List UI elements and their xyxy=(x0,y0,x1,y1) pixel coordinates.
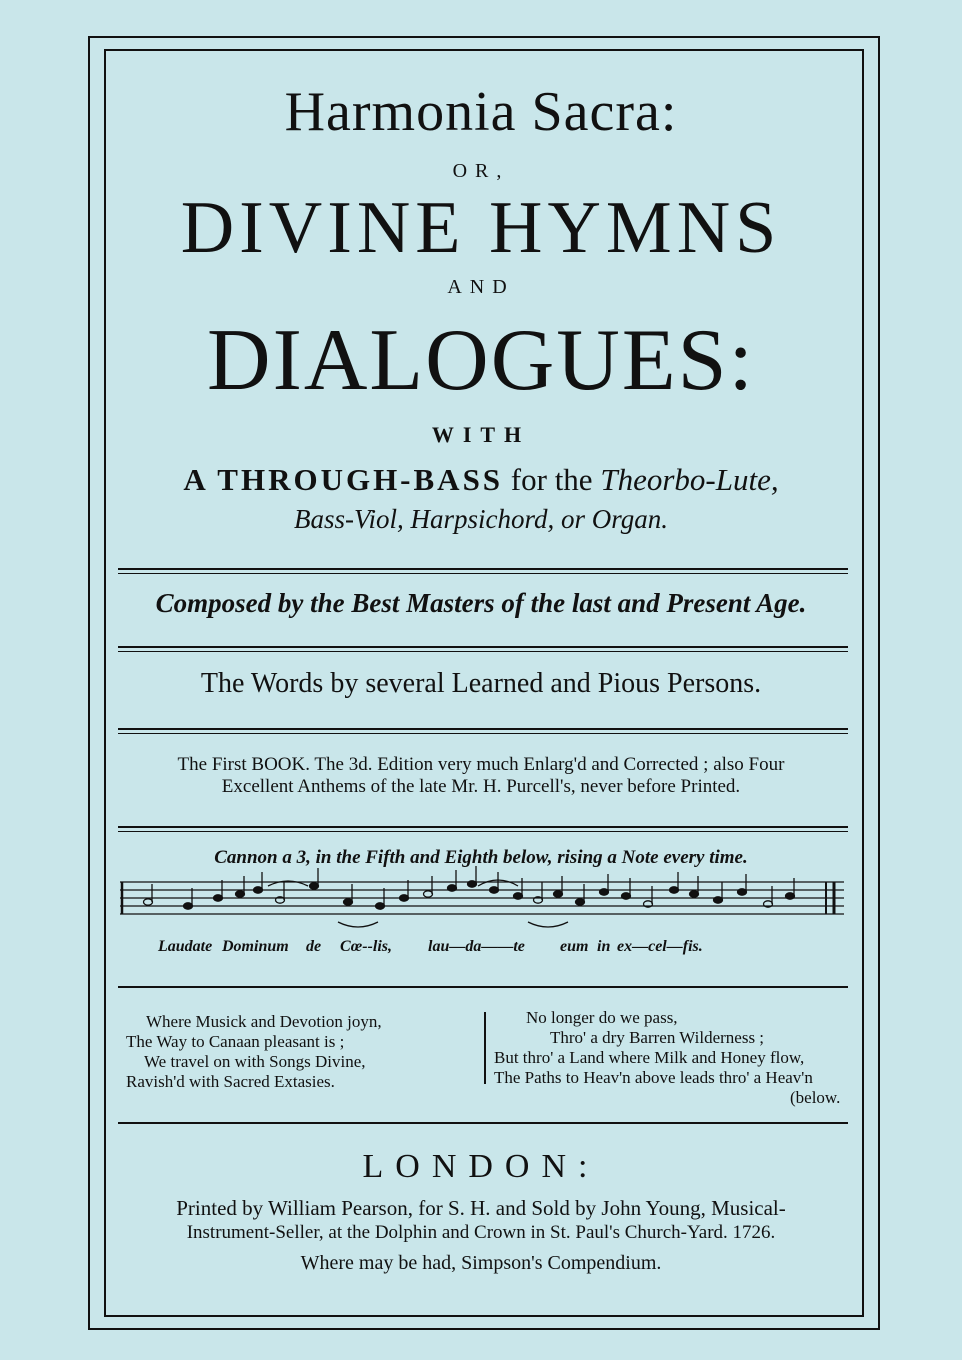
note-head xyxy=(448,885,457,891)
lyric-word: Cœ--lis, xyxy=(340,938,392,955)
note-head xyxy=(576,899,585,905)
note-head xyxy=(376,903,385,909)
note-head xyxy=(144,899,153,905)
note-head xyxy=(214,895,223,901)
edition-line-2: Excellent Anthems of the late Mr. H. Purcell's, never before Printed. xyxy=(221,776,741,797)
note-head xyxy=(490,887,499,893)
note-head xyxy=(554,891,563,897)
instruments-line: Bass-Viol, Harpsichord, or Organ. xyxy=(293,504,668,534)
composed-line: Composed by the Best Masters of the last and Present Age. xyxy=(155,588,807,618)
note-head xyxy=(690,891,699,897)
music-staff xyxy=(118,866,846,936)
divider xyxy=(118,568,848,570)
lyric-word: Dominum xyxy=(222,938,289,955)
note-head xyxy=(184,903,193,909)
note-head xyxy=(714,897,723,903)
title-dialogues: DIALOGUES: xyxy=(207,312,755,409)
title-and: AND xyxy=(447,276,515,298)
title-divine-hymns: DIVINE HYMNS xyxy=(180,187,782,269)
verse-line: Ravish'd with Sacred Extasies. xyxy=(126,1072,335,1091)
lyric-word: lau—da——te xyxy=(428,938,525,955)
lyric-word: ex—cel—fis. xyxy=(617,938,703,955)
verse-separator xyxy=(484,1012,486,1084)
theorbo-lute-text: Theorbo-Lute, xyxy=(600,462,779,497)
verse-line: Thro' a dry Barren Wilderness ; xyxy=(550,1028,765,1047)
title-or: OR, xyxy=(452,160,510,182)
verse-line: The Way to Canaan pleasant is ; xyxy=(126,1032,345,1051)
verse-right xyxy=(494,1008,841,1108)
lyric-word: Laudate xyxy=(158,938,213,955)
divider xyxy=(118,986,848,988)
title-with: WITH xyxy=(431,422,531,447)
note-head xyxy=(310,883,319,889)
edition-line-1: The First BOOK. The 3d. Edition very much Enlarg'd and Corrected ; also Four xyxy=(177,754,785,775)
divider xyxy=(118,1122,848,1124)
note-head xyxy=(600,889,609,895)
lyric-word: eum xyxy=(560,938,589,955)
note-head xyxy=(254,887,263,893)
imprint-line-2: Instrument-Seller, at the Dolphin and Crown in St. Paul's Church-Yard. 1726. xyxy=(186,1222,776,1243)
for-the-text: for the xyxy=(510,462,593,497)
imprint-line-3: Where may be had, Simpson's Compendium. xyxy=(300,1252,662,1274)
note-head xyxy=(236,891,245,897)
lyric-word: in xyxy=(597,938,611,955)
imprint-line-1: Printed by William Pearson, for S. H. and Sold by John Young, Musical- xyxy=(176,1196,786,1220)
verse-line: (below. xyxy=(790,1088,841,1107)
verse-line: Where Musick and Devotion joyn, xyxy=(146,1012,382,1031)
verse-line: But thro' a Land where Milk and Honey flow, xyxy=(494,1048,805,1067)
note-head xyxy=(344,899,353,905)
note-head xyxy=(468,881,477,887)
note-head xyxy=(786,893,795,899)
note-head xyxy=(670,887,679,893)
verse-line: The Paths to Heav'n above leads thro' a Heav'n xyxy=(494,1068,813,1087)
subtitle-through-bass xyxy=(0,462,962,498)
note-head xyxy=(622,893,631,899)
note-head xyxy=(424,891,433,897)
note-head xyxy=(400,895,409,901)
divider xyxy=(118,826,848,828)
verse-left xyxy=(126,1012,382,1092)
note-head xyxy=(514,893,523,899)
verse-line: We travel on with Songs Divine, xyxy=(144,1052,366,1071)
divider xyxy=(118,646,848,648)
canon-caption: Cannon a 3, in the Fifth and Eighth below, rising a Note every time. xyxy=(214,847,748,868)
verse-line: No longer do we pass, xyxy=(526,1008,678,1027)
imprint-city: LONDON: xyxy=(362,1148,600,1185)
note-head xyxy=(738,889,747,895)
lyric-word: de xyxy=(306,938,322,955)
through-bass-text: A THROUGH-BASS xyxy=(183,462,504,497)
title-harmonia-sacra: Harmonia Sacra: xyxy=(284,81,678,143)
divider xyxy=(118,728,848,730)
words-line: The Words by several Learned and Pious Persons. xyxy=(200,668,762,699)
